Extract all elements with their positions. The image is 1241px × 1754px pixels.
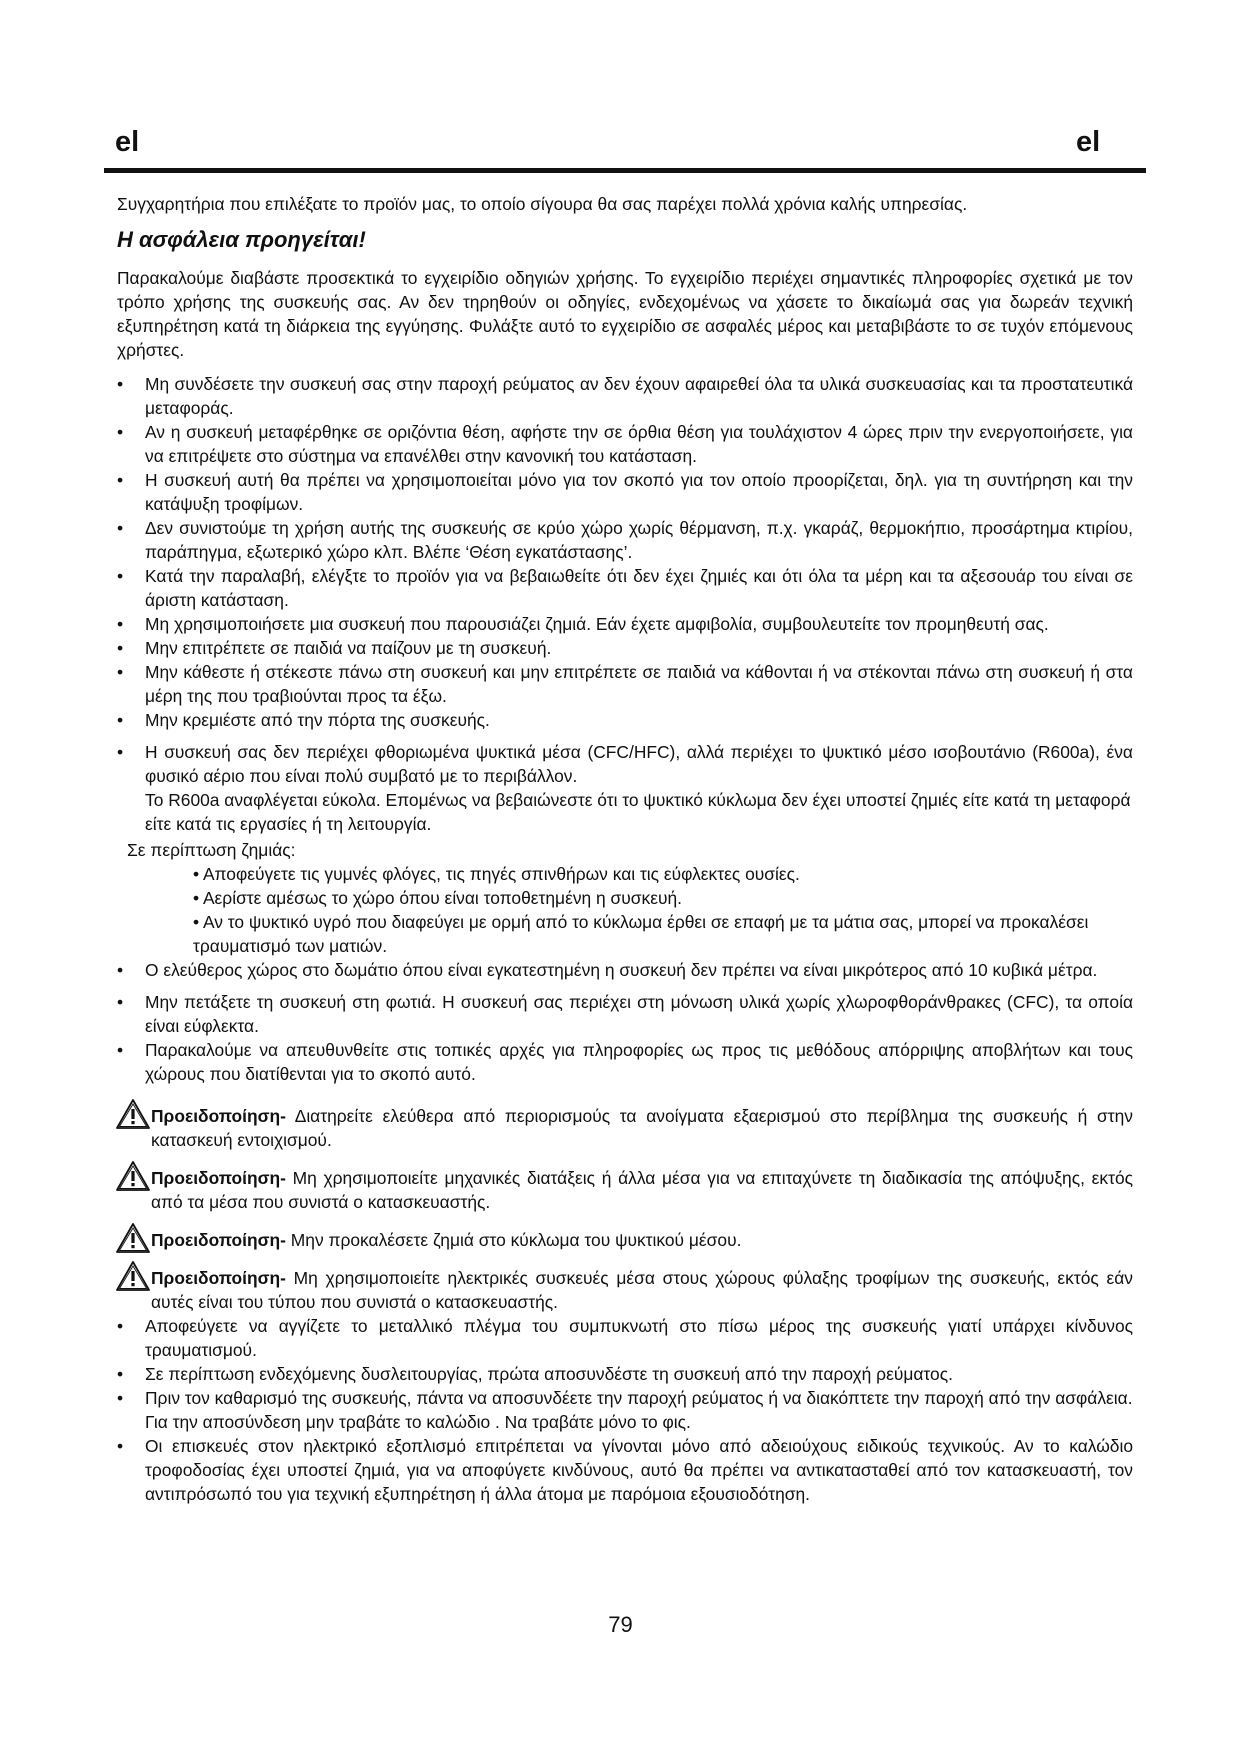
warning-label: Προειδοποίηση-	[151, 1168, 286, 1188]
list-item: • Κατά την παραλαβή, ελέγξτε το προϊόν για να βεβαιωθείτε ότι δεν έχει ζημιές και ότι όλα τα μέρη και τα αξεσουάρ του είναι σε άριστη κατάσταση.	[117, 564, 1133, 612]
damage-title: Σε περίπτωση ζημιάς:	[127, 840, 296, 860]
refrigerant-note: Το R600a αναφλέγεται εύκολα. Επομένως να βεβαιώνεστε ότι το ψυκτικό κύκλωμα δεν έχει υποστεί ζημιές είτε κατά τη μεταφορά είτε κατά τις εργασίες ή τη λειτουργία.	[145, 790, 1131, 834]
intro-text: Συγχαρητήρια που επιλέξατε το προϊόν μας, το οποίο σίγουρα θα σας παρέχει πολλά χρόνια καλής υπηρεσίας.	[117, 194, 968, 214]
warning-label: Προειδοποίηση-	[151, 1268, 286, 1288]
language-code-left: el	[115, 126, 140, 158]
page-number: 79	[608, 1612, 633, 1637]
safety-paragraph: Παρακαλούμε διαβάστε προσεκτικά το εγχειρίδιο οδηγιών χρήσης. Το εγχειρίδιο περιέχει σημαντικές πληροφορίες σχετικά με τον τρόπο χρήσης της συσκευής σας. Αν δεν τηρηθούν οι οδηγίες, ενδεχομένως να χάσετε το δικαίωμά σας για δωρεάν τεχνική εξυπηρέτηση κατά τη διάρκεια της εγγύησης. Φυλάξτε αυτό το εγχειρίδιο σε ασφαλές μέρος και μεταβιβάστε το σε τυχόν επόμενους χρήστες.	[117, 268, 1133, 360]
list-item: • Σε περίπτωση ενδεχόμενης δυσλειτουργίας, πρώτα αποσυνδέστε τη συσκευή από την παροχή ρεύματος.	[117, 1362, 1133, 1386]
safety-list-1	[117, 372, 1133, 788]
warning-icon	[115, 1260, 151, 1292]
refrigerant-item	[117, 740, 1133, 788]
warning-icon	[115, 1160, 151, 1192]
list-item: • Μη συνδέσετε την συσκευή σας στην παροχή ρεύματος αν δεν έχουν αφαιρεθεί όλα τα υλικά συσκευασίας και τα προστατευτικά μεταφοράς.	[117, 372, 1133, 420]
safety-list-2	[117, 958, 1133, 1086]
list-item: • Μην κρεμιέστε από την πόρτα της συσκευής.	[117, 708, 1133, 732]
list-item: • Παρακαλούμε να απευθυνθείτε στις τοπικές αρχές για πληροφορίες ως προς τις μεθόδους απόρριψης αποβλήτων και τους χώρους που διατίθενται για το σκοπό αυτό.	[117, 1038, 1133, 1086]
list-item: • Αν η συσκευή μεταφέρθηκε σε οριζόντια θέση, αφήστε την σε όρθια θέση για τουλάχιστον 4 ώρες πριν την ενεργοποιήσετε, για να επιτρέψετε στο σύστημα να επανέλθει στην κανονική του κατάσταση.	[117, 420, 1133, 468]
damage-list	[117, 862, 1133, 958]
list-item: • Η συσκευή αυτή θα πρέπει να χρησιμοποιείται μόνο για τον σκοπό για τον οποίο προορίζεται, δηλ. για τη συντήρηση και την κατάψυξη τροφίμων.	[117, 468, 1133, 516]
warning-block	[117, 1104, 1133, 1152]
list-item: • Μη χρησιμοποιήσετε μια συσκευή που παρουσιάζει ζημιά. Εάν έχετε αμφιβολία, συμβουλευτείτε τον προμηθευτή σας.	[117, 612, 1133, 636]
warning-block	[117, 1166, 1133, 1214]
warning-label: Προειδοποίηση-	[151, 1230, 286, 1250]
warning-text: Διατηρείτε ελεύθερα από περιορισμούς τα ανοίγματα εξαερισμού στο περίβλημα της συσκευής ή στην κατασκευή εντοιχισμού.	[151, 1106, 1134, 1150]
list-item: • Αν το ψυκτικό υγρό που διαφεύγει με ορμή από το κύκλωμα έρθει σε επαφή με τα μάτια σας, μπορεί να προκαλέσει τραυματισμό των ματιών.	[193, 912, 1089, 956]
list-item: • Μην επιτρέπετε σε παιδιά να παίζουν με τη συσκευή.	[117, 636, 1133, 660]
warning-block	[117, 1228, 1133, 1252]
safety-list-3	[117, 1314, 1133, 1410]
list-item: • Οι επισκευές στον ηλεκτρικό εξοπλισμό επιτρέπεται να γίνονται μόνο από αδειούχους ειδικούς τεχνικούς. Αν το καλώδιο τροφοδοσίας έχει υποστεί ζημιά, για να αποφύγετε κινδύνους, αυτό θα πρέπει να αντικατασταθεί από τον κατασκευαστή, τον αντιπρόσωπό του για τεχνική εξυπηρέτηση ή άλλα άτομα με παρόμοια εξουσιοδότηση.	[117, 1434, 1133, 1506]
language-code-right: el	[1076, 126, 1101, 158]
list-item: • Αποφεύγετε τις γυμνές φλόγες, τις πηγές σπινθήρων και τις εύφλεκτες ουσίες.	[193, 864, 800, 884]
warning-text: Μη χρησιμοποιείτε ηλεκτρικές συσκευές μέσα στους χώρους φύλαξης τροφίμων της συσκευής, εκτός εάν αυτές είναι του τύπου που συνιστά ο κατασκευαστής.	[151, 1268, 1133, 1312]
list-item: • Πριν τον καθαρισμό της συσκευής, πάντα να αποσυνδέετε την παροχή ρεύματος ή να διακόπτετε την παροχή από την ασφάλεια.	[117, 1386, 1133, 1410]
unplug-note: Για την αποσύνδεση μην τραβάτε το καλώδιο . Να τραβάτε μόνο το φις.	[145, 1412, 691, 1432]
list-item: • Ο ελεύθερος χώρος στο δωμάτιο όπου είναι εγκατεστημένη η συσκευή δεν πρέπει να είναι μικρότερος από 10 κυβικά μέτρα.	[117, 958, 1133, 982]
header-rule	[104, 168, 1146, 173]
list-item: • Μην πετάξετε τη συσκευή στη φωτιά. Η συσκευή σας περιέχει στη μόνωση υλικά χωρίς χλωροφθοράνθρακες (CFC), τα οποία είναι εύφλεκτα.	[117, 990, 1133, 1038]
warning-icon	[115, 1222, 151, 1254]
list-item: • Μην κάθεστε ή στέκεστε πάνω στη συσκευή και μην επιτρέπετε σε παιδιά να κάθονται ή να στέκονται πάνω στη συσκευή ή στα μέρη της που τραβιούνται προς τα έξω.	[117, 660, 1133, 708]
list-item: • Αερίστε αμέσως το χώρο όπου είναι τοποθετημένη η συσκευή.	[193, 888, 682, 908]
section-heading: Η ασφάλεια προηγείται!	[117, 227, 366, 252]
warning-text: Μη χρησιμοποιείτε μηχανικές διατάξεις ή άλλα μέσα για να επιταχύνετε τη διαδικασία της απόψυξης, εκτός από τα μέσα που συνιστά ο κατασκευαστής.	[151, 1168, 1133, 1212]
warning-block	[117, 1266, 1133, 1314]
list-item: • Αποφεύγετε να αγγίζετε το μεταλλικό πλέγμα του συμπυκνωτή στο πίσω μέρος της συσκευής γιατί υπάρχει κίνδυνος τραυματισμού.	[117, 1314, 1133, 1362]
list-item: • Δεν συνιστούμε τη χρήση αυτής της συσκευής σε κρύο χώρο χωρίς θέρμανση, π.χ. γκαράζ, θερμοκήπιο, προσάρτημα κτιρίου, παράπηγμα, εξωτερικό χώρο κλπ. Βλέπε ‘Θέση εγκατάστασης’.	[117, 516, 1133, 564]
warning-icon	[115, 1098, 151, 1130]
safety-list-4	[117, 1434, 1133, 1506]
warning-text: Μην προκαλέσετε ζημιά στο κύκλωμα του ψυκτικού μέσου.	[290, 1230, 742, 1250]
refrigerant-text: Η συσκευή σας δεν περιέχει φθοριωμένα ψυκτικά μέσα (CFC/HFC), αλλά περιέχει το ψυκτικό μέσο ισοβουτάνιο (R600a), ένα φυσικό αέριο που είναι πολύ συμβατό με το περιβάλλον.	[145, 742, 1133, 786]
main-content	[117, 192, 1133, 1506]
warning-label: Προειδοποίηση-	[151, 1106, 286, 1126]
